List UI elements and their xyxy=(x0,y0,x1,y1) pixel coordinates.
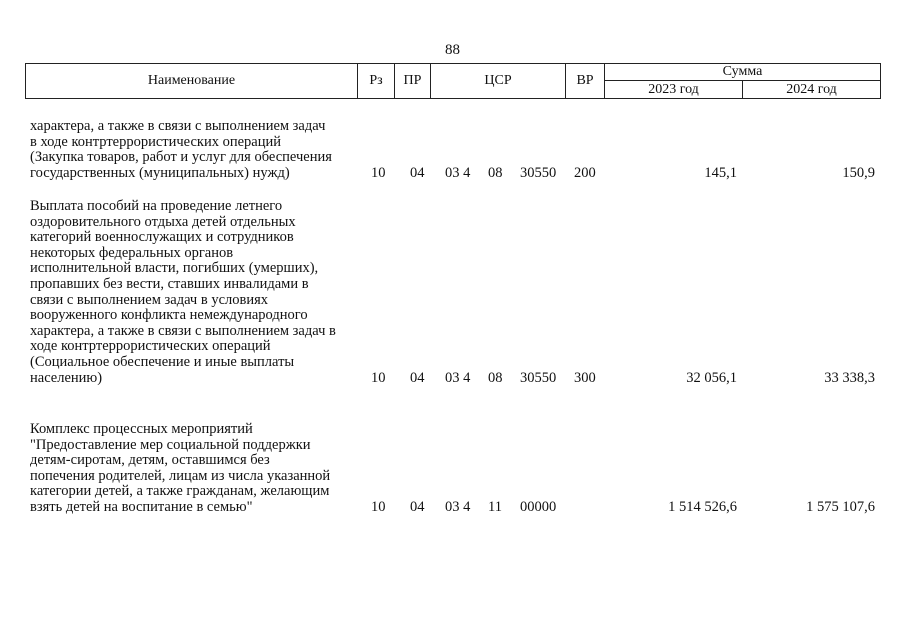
header-year-2024: 2024 год xyxy=(742,80,881,99)
table-row xyxy=(25,422,881,518)
row-name-line: характера, а также в связи с выполнением задач в xyxy=(30,322,336,339)
table-header xyxy=(25,63,881,99)
row-pr: 04 xyxy=(410,164,425,181)
row-name-line: взять детей на воспитание в семью" xyxy=(30,498,253,515)
page-number: 88 xyxy=(445,42,460,58)
row-name-line: пропавших без вести, ставших инвалидами в xyxy=(30,275,309,292)
row-name-line: оздоровительного отдыха детей отдельных xyxy=(30,213,296,230)
row-name xyxy=(30,119,360,181)
row-csr-program: 03 4 xyxy=(445,499,471,515)
table-row xyxy=(25,119,881,183)
row-rz: 10 xyxy=(371,499,386,515)
row-name-line: Комплекс процессных мероприятий xyxy=(30,421,253,437)
header-pr: ПР xyxy=(394,63,431,99)
row-csr-direction: 30550 xyxy=(520,164,557,181)
header-year-2023: 2023 год xyxy=(604,80,743,99)
row-name-line: ходе контртеррористических операций xyxy=(30,338,271,355)
row-name-line: попечения родителей, лицам из числа указанной xyxy=(30,467,331,484)
row-csr-subprogram: 11 xyxy=(488,499,502,515)
header-rz: Рз xyxy=(357,63,395,99)
row-csr-direction: 00000 xyxy=(520,499,557,515)
row-name-line: категории детей, а также гражданам, желающим xyxy=(30,483,330,500)
row-name-line: связи с выполнением задач в условиях xyxy=(30,291,269,308)
row-vr: 300 xyxy=(574,369,596,386)
row-sum-2024: 1 575 107,6 xyxy=(806,499,875,515)
table-row xyxy=(25,199,881,389)
row-name-line: детям-сиротам, детям, оставшимся без xyxy=(30,452,270,469)
row-sum-2023: 1 514 526,6 xyxy=(668,499,737,515)
row-name-line: населению) xyxy=(30,369,103,386)
row-name-line: вооруженного конфликта немеждународного xyxy=(30,307,308,324)
row-name-line: характера, а также в связи с выполнением задач xyxy=(30,118,326,134)
row-sum-2024: 33 338,3 xyxy=(824,369,875,386)
row-sum-2023: 145,1 xyxy=(704,164,737,181)
row-rz: 10 xyxy=(371,164,386,181)
row-name-line: в ходе контртеррористических операций xyxy=(30,133,282,150)
row-vr: 200 xyxy=(574,164,596,181)
header-sum: Сумма xyxy=(604,63,881,81)
row-name-line: Выплата пособий на проведение летнего xyxy=(30,198,283,214)
row-pr: 04 xyxy=(410,369,425,386)
header-vr: ВР xyxy=(565,63,605,99)
row-name-line: (Закупка товаров, работ и услуг для обеспечения xyxy=(30,149,332,166)
row-sum-2024: 150,9 xyxy=(842,164,875,181)
row-name xyxy=(30,422,360,516)
row-name-line: некоторых федеральных органов xyxy=(30,244,234,261)
row-name-line: государственных (муниципальных) нужд) xyxy=(30,164,290,181)
header-name: Наименование xyxy=(25,63,358,99)
row-name-line: "Предоставление мер социальной поддержки xyxy=(30,436,311,453)
row-csr-subprogram: 08 xyxy=(488,164,503,181)
row-name xyxy=(30,199,360,386)
row-csr-direction: 30550 xyxy=(520,369,557,386)
row-name-line: исполнительной власти, погибших (умерших), xyxy=(30,260,319,277)
row-csr-program: 03 4 xyxy=(445,369,471,386)
row-csr-subprogram: 08 xyxy=(488,369,503,386)
row-name-line: категорий военнослужащих и сотрудников xyxy=(30,229,294,246)
row-sum-2023: 32 056,1 xyxy=(686,369,737,386)
header-csr: ЦСР xyxy=(430,63,566,99)
row-rz: 10 xyxy=(371,369,386,386)
row-pr: 04 xyxy=(410,499,425,515)
row-csr-program: 03 4 xyxy=(445,164,471,181)
row-name-line: (Социальное обеспечение и иные выплаты xyxy=(30,353,295,370)
